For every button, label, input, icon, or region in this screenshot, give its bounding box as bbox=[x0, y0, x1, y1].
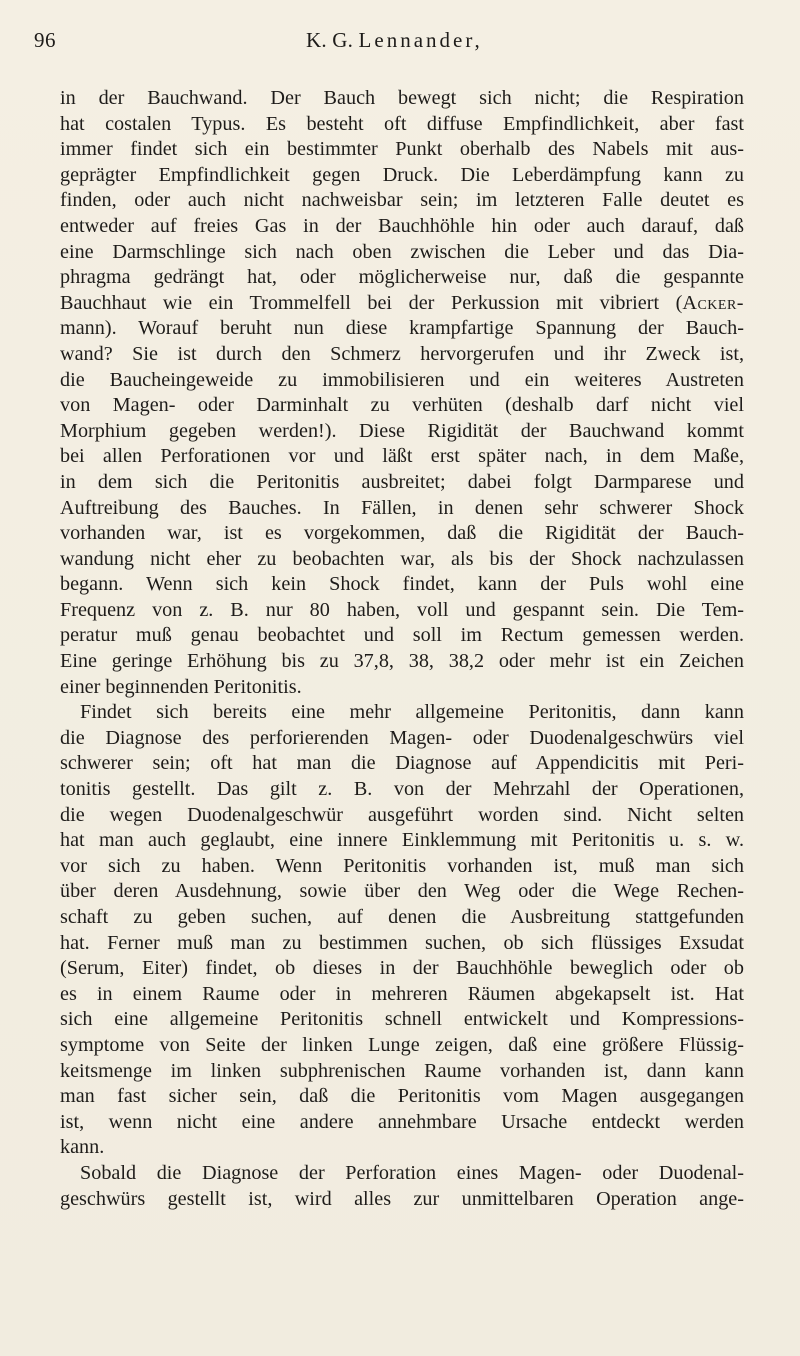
text-line: entweder auf freies Gas in der Bauchhöhle hin oder auch darauf, daß bbox=[60, 214, 744, 237]
text-line: Eine geringe Erhöhung bis zu 37,8, 38, 38,2 oder mehr ist ein Zeichen bbox=[60, 650, 744, 673]
text-line: Frequenz von z. B. nur 80 haben, voll und gespannt sein. Die Tem- bbox=[60, 598, 744, 621]
running-head-initials: K. G. bbox=[306, 28, 354, 52]
text-line: finden, oder auch nicht nachweisbar sein; im letzteren Falle deutet es bbox=[60, 189, 744, 212]
text-line: hat man auch geglaubt, eine innere Einklemmung mit Peritonitis u. s. w. bbox=[60, 829, 744, 852]
running-head-author: Lennander, bbox=[358, 28, 483, 52]
text-line: von Magen- oder Darminhalt zu verhüten (deshalb darf nicht viel bbox=[60, 394, 744, 417]
text-line: keitsmenge im linken subphrenischen Raume vorhanden ist, dann kann bbox=[60, 1059, 744, 1082]
text-line: tonitis gestellt. Das gilt z. B. von der Mehrzahl der Operationen, bbox=[60, 778, 744, 801]
text-line: vorhanden war, ist es vorgekommen, daß die Rigidität der Bauch- bbox=[60, 522, 744, 545]
text-line: phragma gedrängt hat, oder möglicherweise nur, daß die gespannte bbox=[60, 266, 744, 289]
text-line: Sobald die Diagnose der Perforation eines Magen- oder Duodenal- bbox=[80, 1161, 744, 1184]
text-line: Auftreibung des Bauches. In Fällen, in denen sehr schwerer Shock bbox=[60, 496, 744, 519]
text-line: in der Bauchwand. Der Bauch bewegt sich nicht; die Respiration bbox=[60, 87, 744, 109]
text-line-start: Bauchhaut wie ein Trommelfell bei der Perkussion mit vibriert ( bbox=[60, 291, 683, 314]
text-line: die Diagnose des perforierenden Magen- oder Duodenalgeschwürs viel bbox=[60, 726, 744, 749]
text-line: man fast sicher sein, daß die Peritonitis vom Magen ausgegangen bbox=[60, 1085, 744, 1108]
text-line: hat. Ferner muß man zu bestimmen suchen, ob sich flüssiges Exsudat bbox=[60, 931, 744, 954]
paragraph-3 bbox=[60, 1161, 744, 1212]
text-line: hat costalen Typus. Es besteht oft diffuse Empfindlichkeit, aber fast bbox=[60, 112, 744, 135]
text-line: es in einem Raume oder in mehreren Räumen abgekapselt ist. Hat bbox=[60, 982, 744, 1005]
paragraph-1 bbox=[60, 86, 744, 700]
text-line: immer findet sich ein bestimmter Punkt oberhalb des Nabels mit aus- bbox=[60, 138, 744, 161]
text-line: begann. Wenn sich kein Shock findet, kann der Puls wohl eine bbox=[60, 573, 744, 596]
text-line: kann. bbox=[60, 1136, 105, 1159]
text-line: ist, wenn nicht eine andere annehmbare Ursache entdeckt werden bbox=[60, 1110, 744, 1133]
text-line: Morphium gegeben werden!). Diese Rigidität der Bauchwand kommt bbox=[60, 419, 744, 442]
text-line: eine Darmschlinge sich nach oben zwischen die Leber und das Dia- bbox=[60, 240, 744, 263]
text-line-with-smallcaps bbox=[60, 291, 744, 317]
text-line: symptome von Seite der linken Lunge zeigen, daß eine größere Flüssig- bbox=[60, 1033, 744, 1056]
text-line: wandung nicht eher zu beobachten war, als bis der Shock nachzulassen bbox=[60, 547, 744, 570]
text-line: bei allen Perforationen vor und läßt erst später nach, in dem Maße, bbox=[60, 445, 744, 468]
text-line: die wegen Duodenalgeschwür ausgeführt worden sind. Nicht selten bbox=[60, 803, 744, 826]
text-line: schaft zu geben suchen, auf denen die Ausbreitung stattgefunden bbox=[60, 906, 744, 928]
author-citation: Acker- bbox=[682, 291, 744, 314]
body-text bbox=[60, 86, 744, 1212]
text-line: Findet sich bereits eine mehr allgemeine Peritonitis, dann kann bbox=[80, 701, 744, 724]
text-line: geprägter Empfindlichkeit gegen Druck. Die Leberdämpfung kann zu bbox=[60, 163, 744, 186]
page-header bbox=[28, 28, 772, 56]
text-line: geschwürs gestellt ist, wird alles zur unmittelbaren Operation ange- bbox=[60, 1187, 744, 1210]
text-line: vor sich zu haben. Wenn Peritonitis vorhanden ist, muß man sich bbox=[60, 854, 744, 877]
text-line: (Serum, Eiter) findet, ob dieses in der Bauchhöhle beweglich oder ob bbox=[60, 957, 744, 980]
text-line: über deren Ausdehnung, sowie über den Weg oder die Wege Rechen- bbox=[60, 880, 744, 903]
text-line: sich eine allgemeine Peritonitis schnell entwickelt und Kompressions- bbox=[60, 1008, 744, 1031]
text-line: in dem sich die Peritonitis ausbreitet; dabei folgt Darmparese und bbox=[60, 470, 744, 493]
text-line: schwerer sein; oft hat man die Diagnose auf Appendicitis mit Peri- bbox=[60, 752, 744, 775]
paragraph-2 bbox=[60, 700, 744, 1161]
text-line: wand? Sie ist durch den Schmerz hervorgerufen und ihr Zweck ist, bbox=[60, 342, 744, 365]
text-line: mann). Worauf beruht nun diese krampfartige Spannung der Bauch- bbox=[60, 317, 744, 340]
text-line: peratur muß genau beobachtet und soll im Rectum gemessen werden. bbox=[60, 624, 744, 647]
running-head bbox=[306, 28, 483, 53]
page-number: 96 bbox=[34, 28, 56, 52]
text-line: einer beginnenden Peritonitis. bbox=[60, 675, 302, 698]
text-line: die Baucheingeweide zu immobilisieren und ein weiteres Austreten bbox=[60, 368, 744, 391]
